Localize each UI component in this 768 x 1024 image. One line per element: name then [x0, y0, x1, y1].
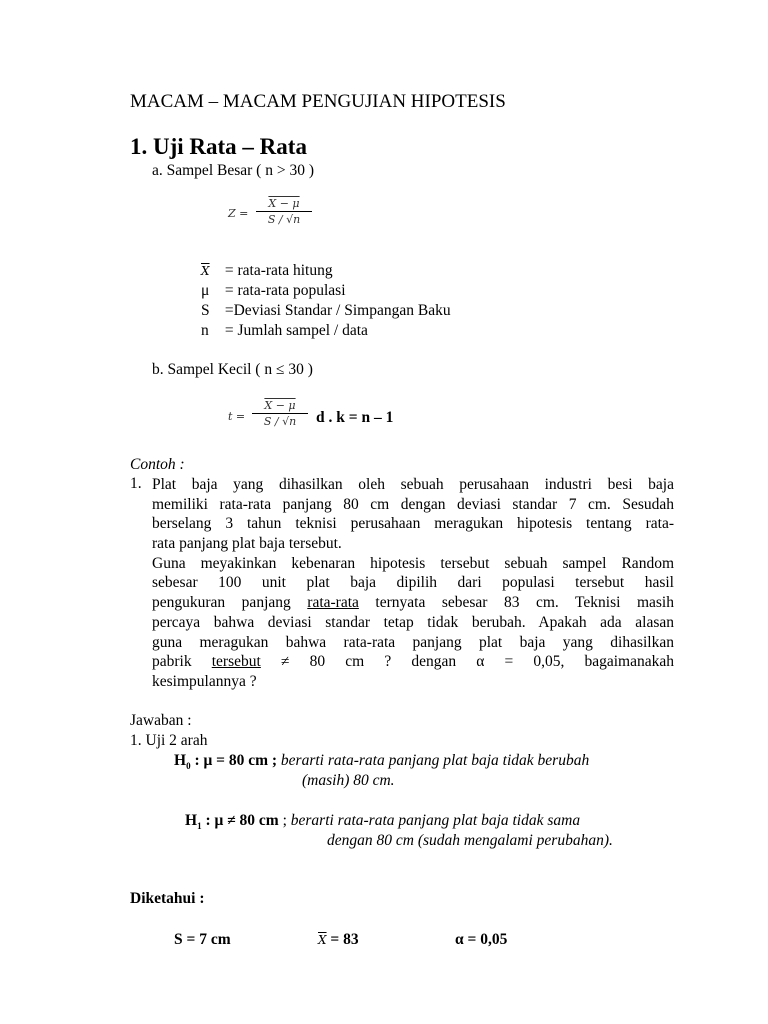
line-segment: pabrik [152, 653, 192, 671]
legend-text: = rata-rata populasi [224, 282, 346, 299]
legend-text: = Jumlah sampel / data [224, 322, 368, 339]
h0-description-cont: (masih) 80 cm. [302, 772, 395, 789]
formula-z-numerator: X − μ [268, 197, 300, 210]
paragraph-line: guna meragukan bahwa rata-rata panjang plat baja yang dihasilkan [152, 633, 674, 651]
formula-t-fraction [252, 399, 308, 428]
paragraph-line: memiliki rata-rata panjang 80 cm dengan deviasi standar 7 cm. Sesudah [152, 495, 674, 513]
formula-t-lhs: t = [228, 410, 246, 423]
h1-description: berarti rata-rata panjang plat baja tidak sama [286, 812, 581, 829]
paragraph-line: sebesar 100 unit plat baja dipilih dari populasi tersebut hasil [152, 574, 674, 592]
xbar-symbol: $\overline{X}$ [201, 264, 210, 278]
s-symbol: S [201, 302, 210, 319]
given-alpha: α = 0,05 [455, 931, 508, 948]
given-xbar: $\overline{X} = 83$ [318, 931, 359, 948]
legend-row-n [201, 322, 368, 340]
paragraph-line: kesimpulannya ? [152, 672, 257, 690]
example-label: Contoh : [130, 456, 185, 473]
mu-symbol: μ [201, 282, 210, 299]
h1-separator: ; [278, 812, 287, 829]
paragraph-line: Guna meyakinkan kebenaran hipotesis tersebut sebuah sampel Random [152, 554, 674, 572]
example-number: 1. [130, 475, 142, 492]
answer-item: 1. Uji 2 arah [130, 732, 208, 749]
h1-description-cont: dengan 80 cm (sudah mengalami perubahan). [327, 832, 613, 849]
legend-text: = rata-rata hitung [224, 262, 333, 279]
page-title: MACAM – MACAM PENGUJIAN HIPOTESIS [130, 91, 506, 112]
formula-z-fraction [256, 197, 312, 226]
line-segment: ternyata sebesar 83 cm. Teknisi masih [375, 594, 674, 612]
h1-symbol: $H_1$ [185, 812, 202, 832]
formula-z-lhs: Z = [228, 207, 249, 220]
formula-t-numerator: X − μ [264, 399, 296, 412]
answer-label: Jawaban : [130, 712, 192, 729]
h0-symbol: $H_0$ [174, 752, 191, 772]
legend-row-s [201, 302, 451, 320]
paragraph-line: percaya bahwa deviasi standar tetap tidak berubah. Apakah ada alasan [152, 613, 674, 631]
h1-line [185, 812, 580, 831]
n-symbol: n [201, 322, 209, 339]
subsection-b-label: b. Sampel Kecil ( n ≤ 30 ) [152, 361, 313, 378]
xbar-symbol: $\overline{X}$ [318, 933, 327, 947]
legend-row-mu [201, 282, 346, 300]
paragraph-line: Plat baja yang dihasilkan oleh sebuah perusahaan industri besi baja [152, 476, 674, 493]
paragraph-line: berselang 3 tahun teknisi perusahaan meragukan hipotesis tentang rata- [152, 515, 674, 533]
legend-text: =Deviasi Standar / Simpangan Baku [224, 302, 451, 319]
h0-line [174, 752, 589, 771]
example-paragraph [152, 475, 674, 692]
degrees-of-freedom: d . k = n – 1 [316, 409, 394, 426]
given-label: Diketahui : [130, 890, 205, 907]
paragraph-line [152, 652, 674, 672]
line-segment: ≠ 80 cm ? dengan α = 0,05, bagaimanakah [280, 653, 674, 671]
formula-t-denominator: S / √n [263, 415, 297, 428]
section-heading: 1. Uji Rata – Rata [130, 134, 307, 159]
paragraph-line [152, 593, 674, 613]
h0-expression: : μ = 80 cm ; [190, 752, 278, 769]
underlined-phrase: rata-rata [307, 594, 359, 612]
h1-expression: : μ ≠ 80 cm [201, 812, 279, 829]
given-s: S = 7 cm [174, 931, 231, 948]
legend-row-xbar [201, 262, 333, 280]
h0-description: berarti rata-rata panjang plat baja tidak berubah [277, 752, 590, 769]
underlined-phrase: tersebut [211, 653, 261, 671]
line-segment: pengukuran panjang [152, 594, 291, 612]
subsection-a-label: a. Sampel Besar ( n > 30 ) [152, 162, 314, 179]
formula-z-denominator: S / √n [267, 213, 301, 226]
paragraph-line: rata panjang plat baja tersebut. [152, 535, 342, 553]
